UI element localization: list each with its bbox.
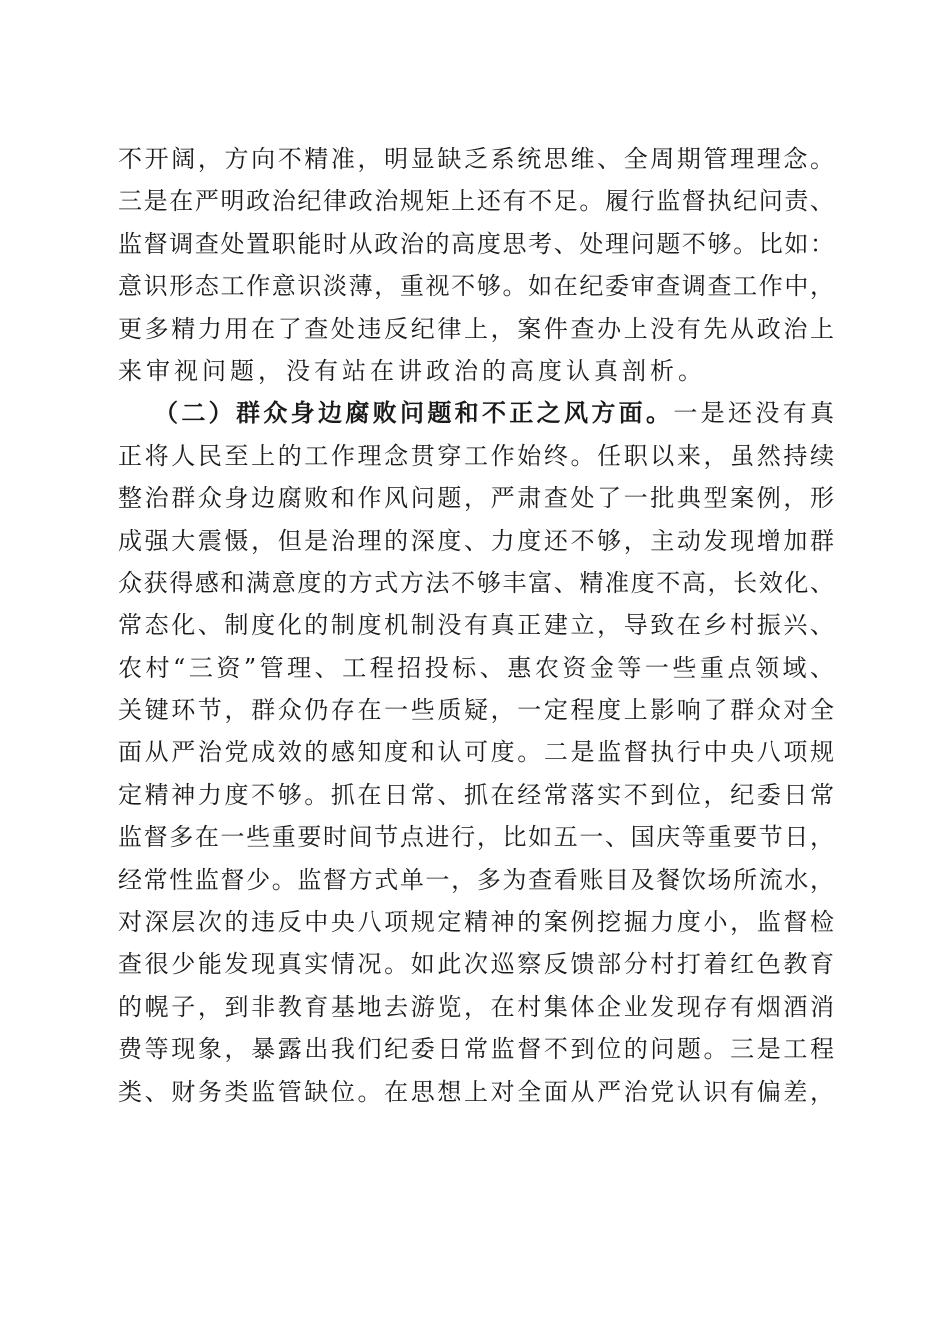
paragraph-line: 整治群众身边腐败和作风问题，严肃查处了一批典型案例，形 [118, 484, 837, 513]
paragraph-line: 经常性监督少。监督方式单一，多为查看账目及餐饮场所流水， [118, 865, 836, 894]
paragraph-line: 更多精力用在了查处违反纪律上，案件查办上没有先从政治上 [118, 314, 837, 343]
paragraph-line: 常态化、制度化的制度机制没有真正建立，导致在乡村振兴、 [118, 611, 837, 640]
section-heading: （二）群众身边腐败问题和不正之风方面。 [154, 398, 674, 428]
section-heading-continuation: 一是还没有真 [673, 399, 838, 428]
section-heading-line [118, 392, 838, 434]
paragraph-line: 三是在严明政治纪律政治规矩上还有不足。履行监督执纪问责、 [118, 187, 836, 216]
paragraph-line: 定精神力度不够。抓在日常、抓在经常落实不到位，纪委日常 [118, 780, 837, 809]
paragraph-line: 来审视问题，没有站在讲政治的高度认真剖析。 [118, 356, 706, 385]
paragraph-line: 监督多在一些重要时间节点进行，比如五一、国庆等重要节日， [118, 823, 836, 852]
document-body [118, 138, 838, 1113]
paragraph-line: 农村“三资”管理、工程招投标、惠农资金等一些重点领域、 [118, 653, 838, 682]
paragraph-line: 意识形态工作意识淡薄，重视不够。如在纪委审查调查工作中， [118, 272, 836, 301]
paragraph-line: 的幌子，到非教育基地去游览，在村集体企业发现存有烟酒消 [118, 992, 837, 1021]
paragraph-line: 查很少能发现真实情况。如此次巡察反馈部分村打着红色教育 [118, 950, 837, 979]
paragraph-line: 类、财务类监管缺位。在思想上对全面从严治党认识有偏差， [118, 1077, 837, 1106]
paragraph-line: 正将人民至上的工作理念贯穿工作始终。任职以来，虽然持续 [118, 441, 837, 470]
paragraph-line: 众获得感和满意度的方式方法不够丰富、精准度不高，长效化、 [118, 568, 836, 597]
paragraph-line: 成强大震慑，但是治理的深度、力度还不够，主动发现增加群 [118, 526, 837, 555]
paragraph-line: 面从严治党成效的感知度和认可度。二是监督执行中央八项规 [118, 738, 837, 767]
paragraph-line: 不开阔，方向不精准，明显缺乏系统思维、全周期管理理念。 [118, 145, 837, 173]
paragraph-line: 对深层次的违反中央八项规定精神的案例挖掘力度小，监督检 [118, 908, 837, 937]
paragraph-line: 费等现象，暴露出我们纪委日常监督不到位的问题。三是工程 [118, 1035, 837, 1064]
paragraph-line: 监督调查处置职能时从政治的高度思考、处理问题不够。比如： [118, 229, 836, 258]
paragraph-line: 关键环节，群众仍存在一些质疑，一定程度上影响了群众对全 [118, 696, 837, 725]
